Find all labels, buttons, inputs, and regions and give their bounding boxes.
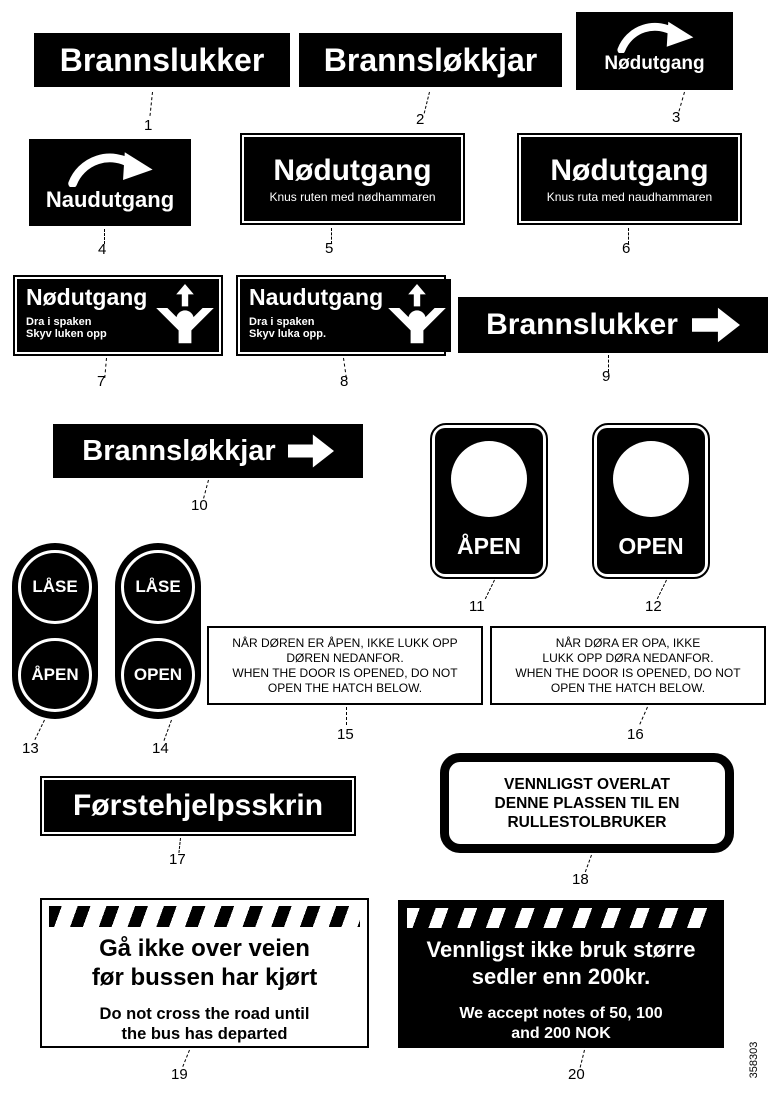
no-text-line-2: sedler enn 200kr. — [471, 964, 651, 989]
callout-number-2: 2 — [416, 111, 425, 128]
callout-number-3: 3 — [672, 109, 681, 126]
sign-door-warning-nb — [207, 626, 483, 705]
sign-label: Nødutgang — [604, 53, 705, 74]
sign-nodutgang-arrow — [576, 12, 733, 90]
callout-line-11 — [485, 580, 495, 599]
sign-nodutgang-hammer — [240, 133, 465, 225]
callout-number-20: 20 — [568, 1066, 585, 1083]
no-text-line-2: før bussen har kjørt — [91, 964, 318, 991]
sign-brannslokkjar — [299, 33, 562, 87]
no-text-line-1: Gå ikke over veien — [99, 935, 310, 962]
callout-number-6: 6 — [622, 240, 631, 257]
callout-line-14 — [164, 720, 172, 741]
callout-number-10: 10 — [191, 497, 208, 514]
sign-title: Nødutgang — [550, 154, 709, 187]
open-circle — [121, 638, 195, 712]
callout-line-18 — [585, 855, 592, 872]
sign-instruction-1: Dra i spaken — [26, 316, 92, 328]
callout-line-15 — [346, 707, 347, 725]
lock-label: LÅSE — [135, 577, 181, 596]
callout-number-18: 18 — [572, 871, 589, 888]
open-label: OPEN — [133, 665, 183, 684]
en-text-line-1: Do not cross the road until — [99, 1005, 310, 1023]
warning-line-2: DØREN NEDANFOR. — [286, 650, 404, 665]
callout-number-19: 19 — [171, 1066, 188, 1083]
sign-label: Brannsløkkjar — [82, 434, 276, 467]
sign-do-not-cross — [40, 898, 369, 1048]
warning-line-1: NÅR DØREN ER ÅPEN, IKKE LUKK OPP — [232, 635, 458, 650]
push-hatch-icon — [156, 284, 214, 348]
en-text-line-2: the bus has departed — [121, 1025, 288, 1043]
sign-nodutgang-hatch — [13, 275, 223, 356]
callout-line-19 — [182, 1050, 190, 1067]
indicator-circle — [613, 441, 689, 517]
curved-arrow-icon — [60, 147, 160, 187]
sign-label: Brannslukker — [486, 308, 678, 341]
sign-naudutgang-hatch — [236, 275, 446, 356]
notice-line-2: DENNE PLASSEN TIL EN — [494, 794, 680, 812]
warning-line-1: NÅR DØRA ER OPA, IKKE — [555, 635, 701, 650]
sign-instruction-2: Skyv luka opp. — [249, 328, 327, 340]
callout-line-12 — [657, 580, 667, 599]
sign-banknotes — [398, 900, 724, 1048]
figure-reference-number: 358303 — [748, 1041, 760, 1079]
notice-line-3: RULLESTOLBRUKER — [507, 813, 667, 831]
warning-line-3: WHEN THE DOOR IS OPENED, DO NOT — [232, 665, 458, 680]
open-circle — [18, 638, 92, 712]
callout-line-1 — [149, 92, 153, 116]
en-text-line-1: We accept notes of 50, 100 — [459, 1005, 663, 1022]
hazard-stripes — [49, 906, 360, 927]
sign-subtitle: Knus ruten med nødhammaren — [269, 190, 436, 204]
indicator-circle — [451, 441, 527, 517]
sign-instruction-2: Skyv luken opp — [26, 328, 107, 340]
warning-line-4: OPEN THE HATCH BELOW. — [267, 680, 423, 695]
callout-number-14: 14 — [152, 740, 169, 757]
sign-naudutgang-arrow — [29, 139, 191, 226]
sign-title: Nødutgang — [273, 154, 432, 187]
sign-label: Førstehjelpsskrin — [72, 789, 324, 822]
sign-subtitle: Knus ruta med naudhammaren — [546, 190, 713, 204]
callout-line-20 — [580, 1050, 585, 1068]
callout-line-10 — [203, 480, 209, 499]
callout-number-4: 4 — [98, 241, 107, 258]
callout-number-17: 17 — [169, 851, 186, 868]
en-text-line-2: and 200 NOK — [511, 1025, 611, 1042]
callout-number-8: 8 — [340, 373, 349, 390]
callout-number-1: 1 — [144, 117, 153, 134]
sign-label: Brannslukker — [59, 41, 265, 78]
callout-number-12: 12 — [645, 598, 662, 615]
lock-circle — [121, 550, 195, 624]
sign-apen-indicator — [430, 423, 548, 579]
callout-number-9: 9 — [602, 368, 611, 385]
warning-line-4: OPEN THE HATCH BELOW. — [550, 680, 706, 695]
hazard-stripes — [407, 908, 715, 928]
sign-wheelchair-seat — [440, 753, 734, 853]
sign-door-warning-nn — [490, 626, 766, 705]
warning-line-2: LUKK OPP DØRA NEDANFOR. — [542, 650, 714, 665]
no-text-line-1: Vennligst ikke bruk større — [426, 937, 696, 962]
sign-first-aid — [40, 776, 356, 836]
sign-title: Nødutgang — [26, 284, 148, 310]
callout-line-13 — [34, 720, 45, 740]
open-label: ÅPEN — [31, 665, 79, 684]
sign-brannslukker — [34, 33, 290, 87]
callout-line-2 — [424, 92, 430, 114]
sign-lase-open — [115, 543, 201, 719]
callout-line-16 — [639, 707, 648, 725]
right-arrow-icon — [692, 307, 740, 343]
callout-number-16: 16 — [627, 726, 644, 743]
callout-number-7: 7 — [97, 373, 106, 390]
sign-instruction-1: Dra i spaken — [249, 316, 315, 328]
sign-label: Naudutgang — [45, 187, 175, 212]
warning-line-3: WHEN THE DOOR IS OPENED, DO NOT — [515, 665, 741, 680]
push-hatch-icon — [388, 284, 446, 348]
sign-label: Brannsløkkjar — [323, 41, 538, 78]
sign-lase-apen — [12, 543, 98, 719]
callout-number-15: 15 — [337, 726, 354, 743]
sign-label: OPEN — [618, 533, 684, 559]
sign-title: Naudutgang — [249, 284, 384, 310]
callout-number-5: 5 — [325, 240, 334, 257]
callout-number-13: 13 — [22, 740, 39, 757]
sign-brannslukker-arrow — [458, 297, 768, 353]
sign-label: ÅPEN — [457, 533, 521, 559]
curved-arrow-icon — [607, 17, 703, 53]
lock-label: LÅSE — [32, 577, 78, 596]
callout-number-11: 11 — [469, 598, 485, 615]
sign-nodutgang-hammer-nn — [517, 133, 742, 225]
sign-open-indicator — [592, 423, 710, 579]
sign-brannslokkjar-arrow — [53, 424, 363, 478]
lock-circle — [18, 550, 92, 624]
right-arrow-icon — [288, 434, 334, 468]
notice-line-1: VENNLIGST OVERLAT — [504, 775, 670, 793]
